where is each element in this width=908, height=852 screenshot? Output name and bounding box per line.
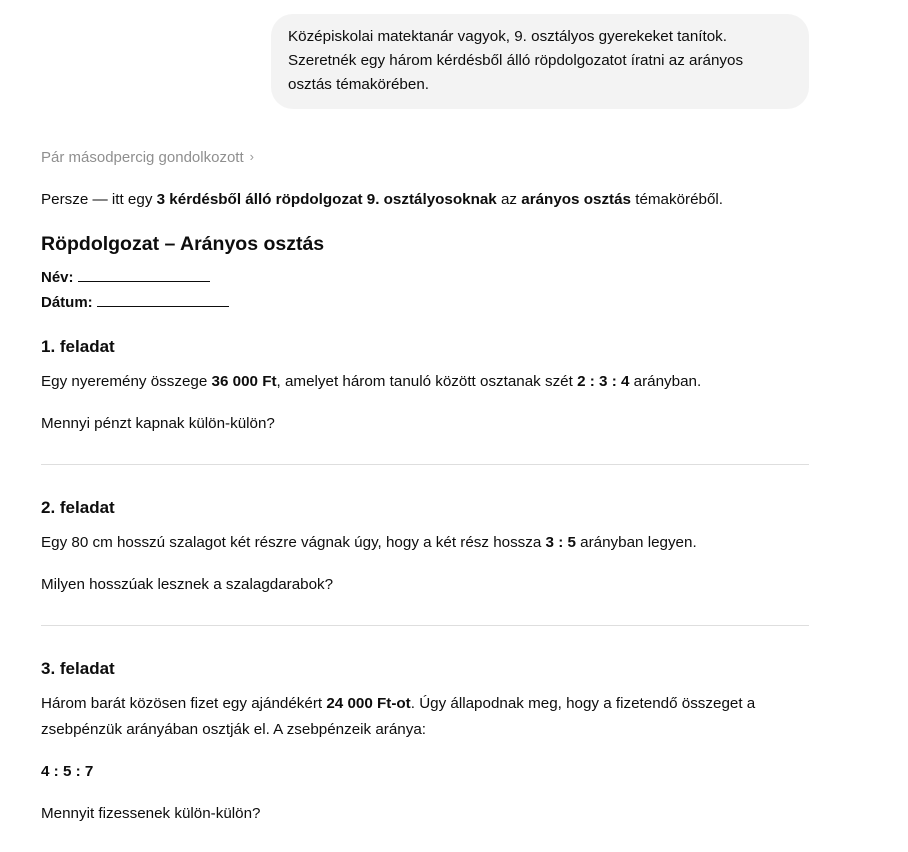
user-message-line: Szeretnék egy három kérdésből álló röpdolgozatot íratni az arányos [288,52,744,69]
task1-heading: 1. feladat [41,337,115,356]
intro-text: az [496,191,522,208]
thinking-toggle[interactable] [41,147,254,169]
user-message-line: osztás témakörében. [288,76,429,93]
name-field [41,267,210,289]
divider [41,625,809,626]
task1-text: , amelyet három tanuló között osztanak szét [276,373,578,390]
intro-text: Persze — itt egy [41,191,157,208]
task1-text: Egy nyeremény összege [41,373,212,390]
task1-bold: 2 : 3 : 4 [577,373,630,390]
task2-statement [41,531,697,555]
task3-text: Három barát közösen fizet egy ajándékért [41,695,327,712]
name-blank-line [78,267,210,282]
task3-statement [41,692,755,716]
task3-bold: 24 000 Ft-ot [326,695,411,712]
date-label: Dátum: [41,294,93,311]
task3-statement-line2: zsebpénzük arányában osztják el. A zsebpénzeik aránya: [41,721,426,738]
task2-text: Egy 80 cm hosszú szalagot két részre vágnak úgy, hogy a két rész hossza [41,534,546,551]
date-field [41,292,229,314]
task2-bold: 3 : 5 [545,534,576,551]
intro-paragraph [41,188,723,212]
user-message-bubble [271,14,809,109]
task3-heading: 3. feladat [41,659,115,678]
task1-statement [41,370,701,394]
task3-question: Mennyit fizessenek külön-külön? [41,805,261,822]
task2-heading: 2. feladat [41,498,115,517]
user-message-line: Középiskolai matektanár vagyok, 9. osztályos gyerekeket tanítok. [288,28,727,45]
task3-text: . Úgy állapodnak meg, hogy a fizetendő összeget a [410,695,756,712]
thinking-label: Pár másodpercig gondolkozott [41,149,244,166]
intro-bold: arányos osztás [521,191,631,208]
task2-question: Milyen hosszúak lesznek a szalagdarabok? [41,576,334,593]
task1-text: arányban. [629,373,702,390]
task1-bold: 36 000 Ft [211,373,277,390]
name-label: Név: [41,269,74,286]
intro-text: témaköréből. [631,191,724,208]
task2-text: arányban legyen. [575,534,697,551]
quiz-title: Röpdolgozat – Arányos osztás [41,233,325,255]
date-blank-line [97,292,229,307]
intro-bold: 3 kérdésből álló röpdolgozat 9. osztályosoknak [156,191,497,208]
task1-question: Mennyi pénzt kapnak külön-külön? [41,415,275,432]
divider [41,464,809,465]
chevron-right-icon: › [249,149,254,164]
task3-ratio: 4 : 5 : 7 [41,763,94,780]
